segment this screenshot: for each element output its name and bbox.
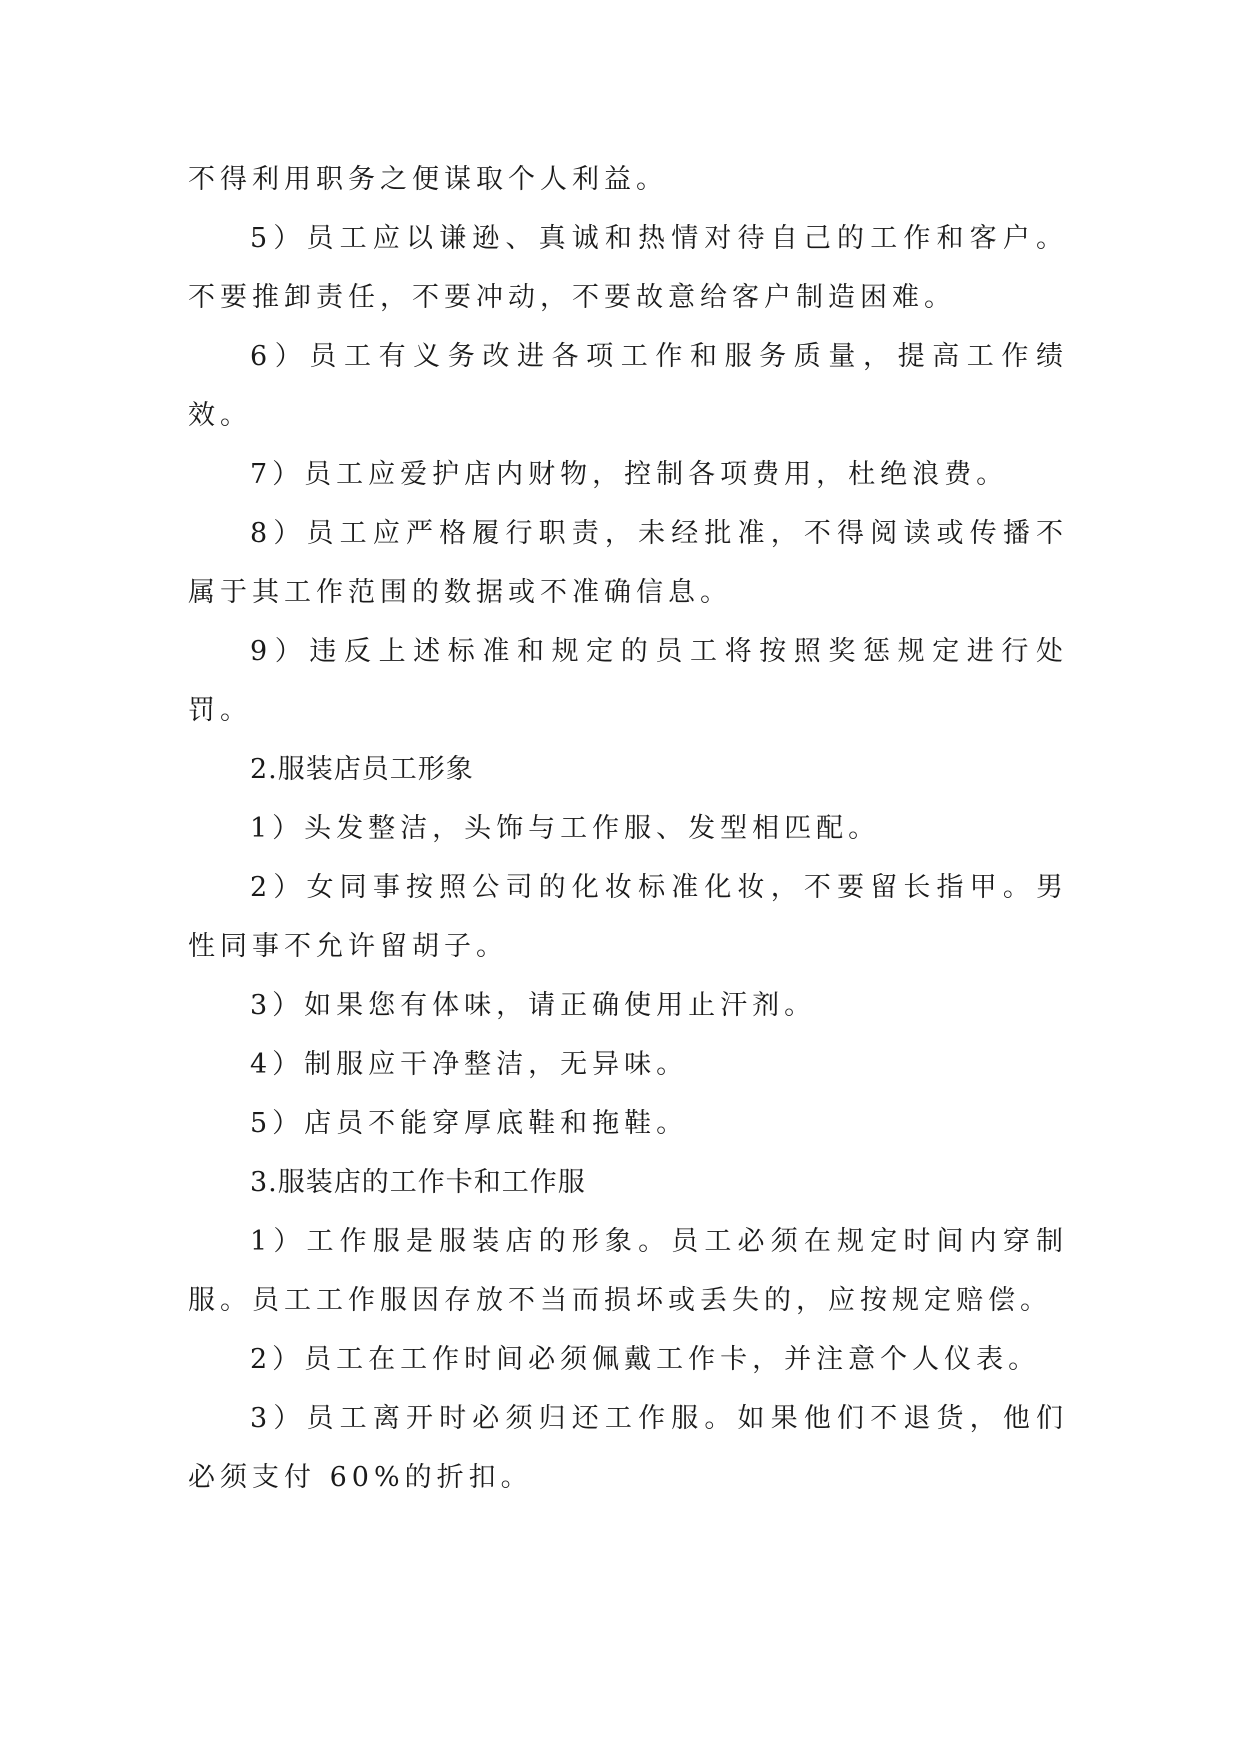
- paragraph-item-6: 6）员工有义务改进各项工作和服务质量，提高工作绩效。: [188, 341, 1068, 431]
- paragraph-item-5: 5）员工应以谦逊、真诚和热情对待自己的工作和客户。不要推卸责任，不要冲动，不要故意给客户制造困难。: [188, 223, 1068, 313]
- section-heading-work-card-uniform: 3.服装店的工作卡和工作服: [250, 1167, 586, 1198]
- paragraph-image-item-2: 2）女同事按照公司的化妆标准化妆，不要留长指甲。男性同事不允许留胡子。: [188, 872, 1068, 962]
- paragraph-uniform-item-3: 3）员工离开时必须归还工作服。如果他们不退货，他们必须支付 60%的折扣。: [188, 1403, 1068, 1493]
- paragraph-image-item-4: 4）制服应干净整洁，无异味。: [250, 1049, 689, 1080]
- paragraph-image-item-5: 5）店员不能穿厚底鞋和拖鞋。: [250, 1108, 689, 1139]
- paragraph-image-item-3: 3）如果您有体味，请正确使用止汗剂。: [250, 990, 817, 1021]
- paragraph-uniform-item-2: 2）员工在工作时间必须佩戴工作卡，并注意个人仪表。: [250, 1344, 1041, 1375]
- paragraph-continuation: 不得利用职务之便谋取个人利益。: [188, 164, 668, 195]
- document-body: [188, 150, 1068, 1507]
- section-heading-staff-image: 2.服装店员工形象: [250, 754, 474, 785]
- paragraph-item-8: 8）员工应严格履行职责，未经批准，不得阅读或传播不属于其工作范围的数据或不准确信息。: [188, 518, 1068, 608]
- paragraph-uniform-item-1: 1）工作服是服装店的形象。员工必须在规定时间内穿制服。员工工作服因存放不当而损坏或丢失的，应按规定赔偿。: [188, 1226, 1068, 1316]
- paragraph-item-7: 7）员工应爱护店内财物，控制各项费用，杜绝浪费。: [250, 459, 1009, 490]
- paragraph-image-item-1: 1）头发整洁，头饰与工作服、发型相匹配。: [250, 813, 881, 844]
- paragraph-item-9: 9）违反上述标准和规定的员工将按照奖惩规定进行处罚。: [188, 636, 1068, 726]
